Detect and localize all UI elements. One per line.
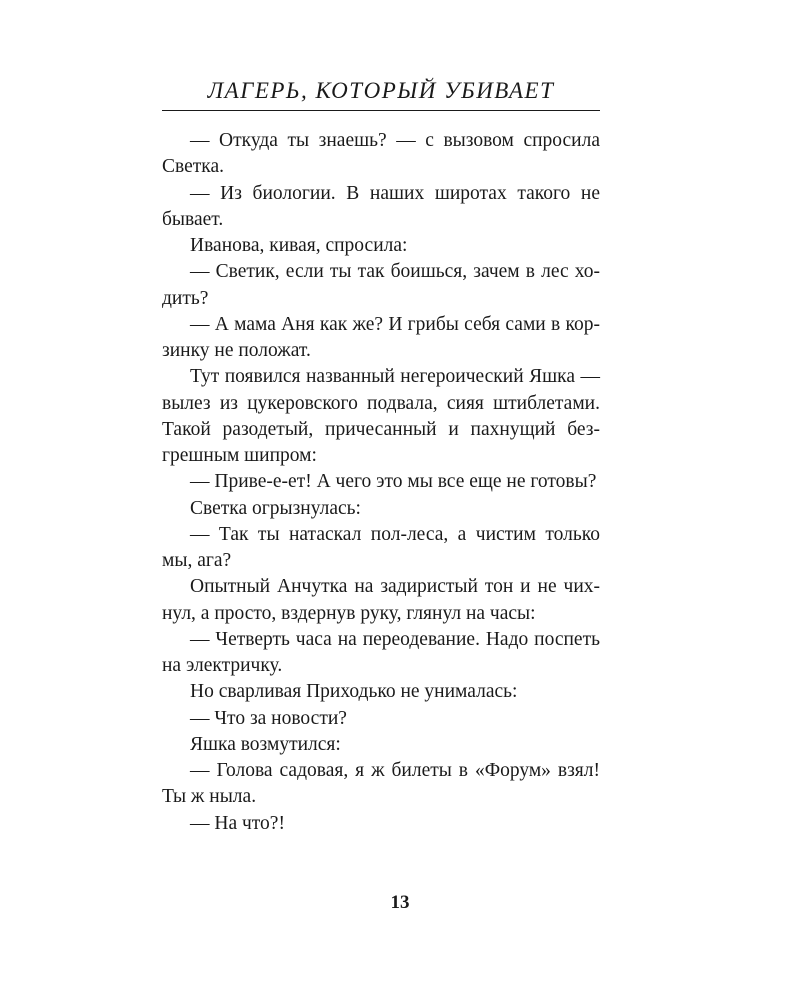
paragraph: — Откуда ты знаешь? — с вызовом спросила Светка. bbox=[162, 130, 600, 178]
paragraph: — Четверть часа на переодевание. Надо поспеть на электричку. bbox=[162, 628, 600, 676]
paragraph: — Светик, если ты так боишься, зачем в лес ходить? bbox=[162, 261, 600, 309]
paragraph: Но сварливая Приходько не унималась: bbox=[190, 681, 518, 703]
paragraph: — Так ты натаскал пол-леса, а чистим только мы, ага? bbox=[162, 523, 600, 571]
header-rule bbox=[162, 110, 600, 111]
running-title: ЛАГЕРЬ, КОТОРЫЙ УБИВАЕТ bbox=[207, 78, 555, 103]
page-number: 13 bbox=[390, 892, 410, 913]
paragraph: Светка огрызнулась: bbox=[190, 497, 361, 519]
paragraph: — Приве-е-ет! А чего это мы все еще не готовы? bbox=[190, 471, 597, 493]
body-text bbox=[162, 128, 600, 837]
paragraph: — А мама Аня как же? И грибы себя сами в корзинку не положат. bbox=[162, 313, 600, 361]
paragraph: — Голова садовая, я ж билеты в «Форум» взял! Ты ж ныла. bbox=[162, 760, 600, 808]
paragraph: — Из биологии. В наших широтах такого не бывает. bbox=[162, 182, 600, 230]
paragraph: Опытный Анчутка на задиристый тон и не чихнул, а просто, вздернув руку, глянул на часы: bbox=[162, 576, 600, 624]
paragraph: Иванова, кивая, спросила: bbox=[190, 235, 408, 256]
paragraph: — Что за новости? bbox=[190, 707, 347, 729]
paragraph: Тут появился названный негероический Яшка — вылез из цукеровского подвала, сияя штиблетами. Такой разодетый, причесанный и пахнущий безгрешным шипром: bbox=[162, 366, 600, 466]
paragraph: Яшка возмутился: bbox=[190, 733, 341, 755]
paragraph: — На что?! bbox=[190, 812, 285, 834]
